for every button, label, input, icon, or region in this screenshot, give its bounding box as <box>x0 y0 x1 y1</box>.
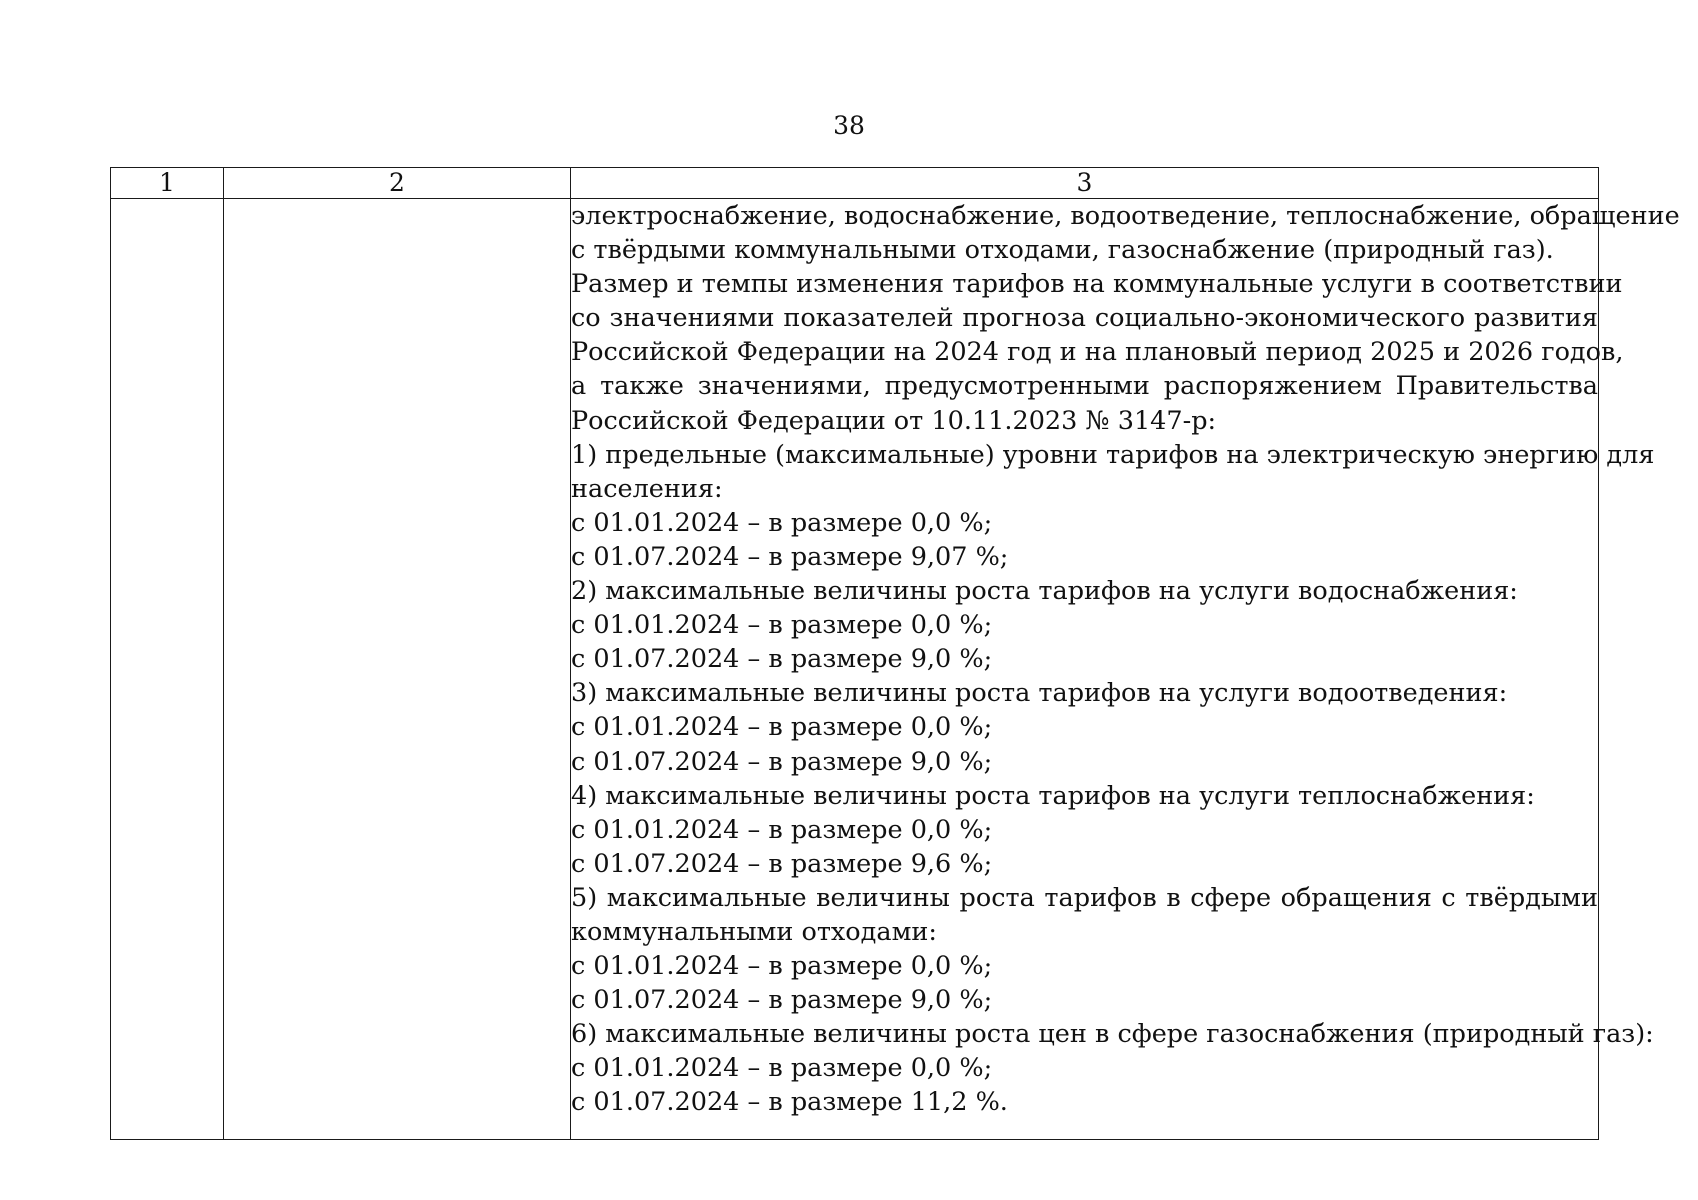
text-line: 4) максимальные величины роста тарифов на услуги теплоснабжения: <box>571 780 1535 811</box>
text-line: Российской Федерации от 10.11.2023 № 3147-р: <box>571 405 1217 436</box>
column-header-3: 3 <box>571 168 1599 199</box>
text-line: с 01.01.2024 – в размере 0,0 %; <box>571 814 993 845</box>
text-line: с 01.01.2024 – в размере 0,0 %; <box>571 951 993 982</box>
text-line: с 01.07.2024 – в размере 9,0 %; <box>571 746 993 777</box>
text-line: с 01.07.2024 – в размере 9,0 %; <box>571 644 993 675</box>
text-line: с 01.01.2024 – в размере 0,0 %; <box>571 610 993 641</box>
text-line: со значениями показателей прогноза социально-экономического развития <box>571 303 1598 334</box>
text-line: с твёрдыми коммунальными отходами, газоснабжение (природный газ). <box>571 235 1554 266</box>
text-line: Размер и темпы изменения тарифов на коммунальные услуги в соответствии <box>571 269 1623 300</box>
text-line: 6) максимальные величины роста цен в сфере газоснабжения (природный газ): <box>571 1019 1654 1050</box>
text-line: с 01.07.2024 – в размере 11,2 %. <box>571 1087 1008 1118</box>
text-line: электроснабжение, водоснабжение, водоотведение, теплоснабжение, обращение <box>571 201 1680 231</box>
column-header-2: 2 <box>224 168 571 199</box>
column-header-1: 1 <box>111 168 224 199</box>
table-header-row <box>111 168 1599 199</box>
text-line: с 01.01.2024 – в размере 0,0 %; <box>571 1053 993 1084</box>
cell-column-1 <box>111 199 224 1140</box>
text-line: с 01.07.2024 – в размере 9,07 %; <box>571 541 1009 572</box>
text-line: а также значениями, предусмотренными распоряжением Правительства <box>571 371 1598 402</box>
text-line: Российской Федерации на 2024 год и на плановый период 2025 и 2026 годов, <box>571 337 1624 368</box>
content-table <box>110 167 1680 1140</box>
text-line: 5) максимальные величины роста тарифов в сфере обращения с твёрдыми <box>571 882 1598 913</box>
text-line: с 01.07.2024 – в размере 9,0 %; <box>571 985 993 1016</box>
text-line: коммунальными отходами: <box>571 916 937 947</box>
text-line: населения: <box>571 473 723 504</box>
text-line: с 01.01.2024 – в размере 0,0 %; <box>571 507 993 538</box>
text-line: 1) предельные (максимальные) уровни тарифов на электрическую энергию для <box>571 439 1655 470</box>
page-number: 38 <box>833 111 865 140</box>
cell-column-2 <box>224 199 571 1140</box>
text-line: 3) максимальные величины роста тарифов на услуги водоотведения: <box>571 678 1508 709</box>
table-row <box>111 199 1599 1140</box>
text-line: с 01.01.2024 – в размере 0,0 %; <box>571 712 993 743</box>
text-line: с 01.07.2024 – в размере 9,6 %; <box>571 848 993 879</box>
cell-column-3 <box>571 199 1680 1140</box>
text-line: 2) максимальные величины роста тарифов на услуги водоснабжения: <box>571 576 1518 607</box>
